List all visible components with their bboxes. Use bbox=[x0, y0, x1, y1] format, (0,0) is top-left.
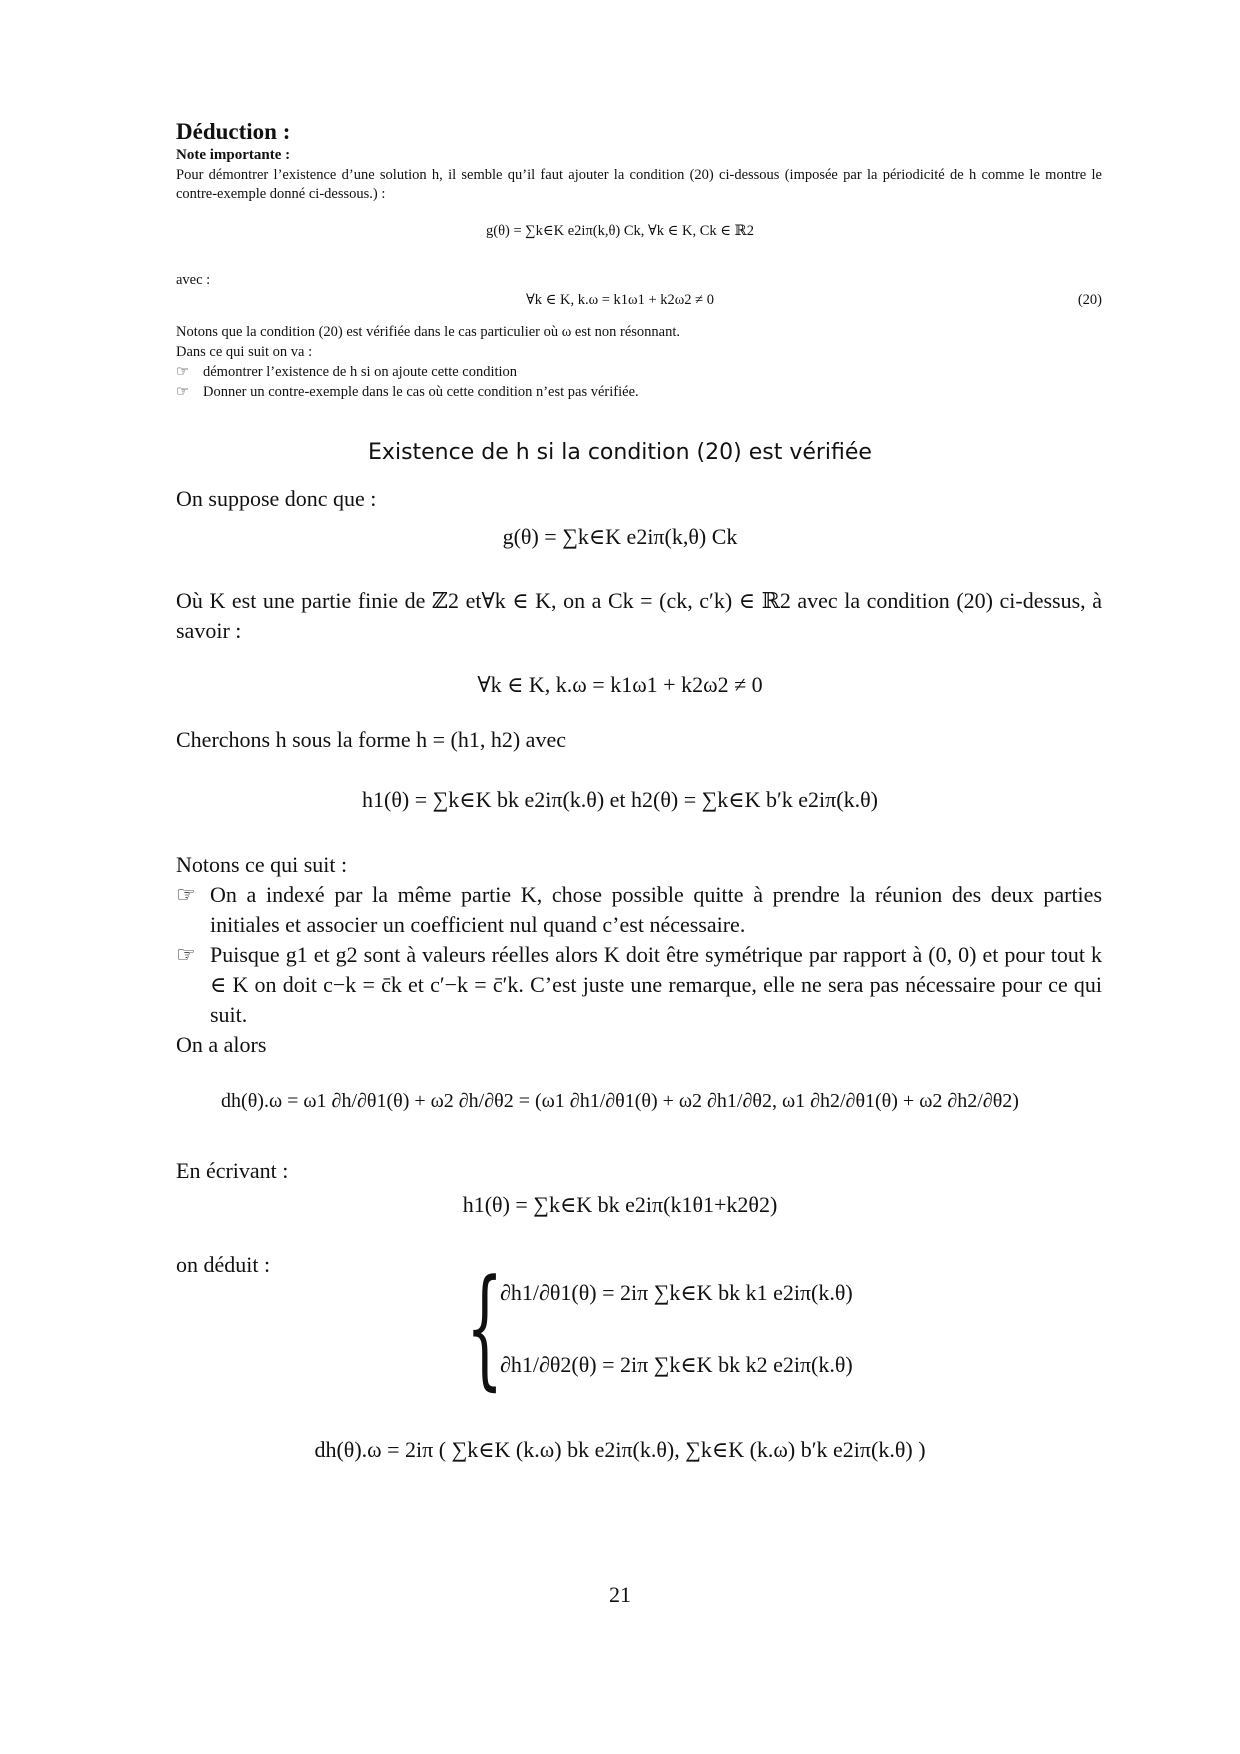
equation-condition-small-text: ∀k ∈ K, k.ω = k1ω1 + k2ω2 ≠ 0 bbox=[525, 292, 715, 308]
system-equation-row: ∂h1/∂θ1(θ) = 2iπ ∑k∈K bk k1 e2iπ(k.θ) bbox=[500, 1280, 853, 1305]
equation-g-large-text: g(θ) = ∑k∈K e2iπ(k,θ) Ck bbox=[502, 524, 738, 549]
where-paragraph: Où K est une partie finie de ℤ2 et∀k ∈ K, on a Ck = (ck, c′k) ∈ ℝ2 avec la condition (20) ci-dessus, à savoir : bbox=[176, 588, 1102, 643]
suppose-text: On suppose donc que : bbox=[176, 486, 377, 511]
remark-item-text: Puisque g1 et g2 sont à valeurs réelles alors K doit être symétrique par rapport à (0, 0) et pour tout k ∈ K on doit c−k = c̄k et c′−k = c̄′k. C’est juste une remarque, elle ne sera pas nécessaire pour ce qui suit. bbox=[210, 942, 1102, 1027]
notons-text: Notons ce qui suit : bbox=[176, 852, 348, 877]
equation-final bbox=[0, 1435, 1240, 1465]
equation-dh-text: dh(θ).ω = ω1 ∂h/∂θ1(θ) + ω2 ∂h/∂θ2 = (ω1 ∂h1/∂θ1(θ) + ω2 ∂h1/∂θ2, ω1 ∂h2/∂θ1(θ) + ω2 ∂h2/∂θ2) bbox=[221, 1090, 1019, 1112]
equation-h1-expanded-text: h1(θ) = ∑k∈K bk e2iπ(k1θ1+k2θ2) bbox=[462, 1192, 778, 1217]
pointing-hand-icon: ☞ bbox=[176, 364, 189, 380]
alors-text: On a alors bbox=[176, 1032, 267, 1057]
equation-g-small bbox=[0, 222, 1240, 241]
pointing-hand-icon: ☞ bbox=[176, 882, 196, 907]
equation-final-text: dh(θ).ω = 2iπ ( ∑k∈K (k.ω) bk e2iπ(k.θ), ∑k∈K (k.ω) b′k e2iπ(k.θ) ) bbox=[314, 1437, 926, 1462]
plan-item-text: Donner un contre-exemple dans le cas où cette condition n’est pas vérifiée. bbox=[203, 384, 639, 400]
system-equation-row: ∂h1/∂θ2(θ) = 2iπ ∑k∈K bk k2 e2iπ(k.θ) bbox=[500, 1352, 853, 1377]
equation-h1-expanded bbox=[0, 1190, 1240, 1220]
pointing-hand-icon: ☞ bbox=[176, 384, 189, 400]
remark-nonresonant: Notons que la condition (20) est vérifiée dans le cas particulier où ω est non résonnant. bbox=[176, 324, 681, 340]
left-brace-icon: { bbox=[466, 1251, 504, 1403]
equation-h1-h2-text: h1(θ) = ∑k∈K bk e2iπ(k.θ) et h2(θ) = ∑k∈K b′k e2iπ(k.θ) bbox=[362, 787, 878, 812]
note-label: Note importante : bbox=[176, 147, 291, 163]
remark-item-text: On a indexé par la même partie K, chose possible quitte à prendre la réunion des deux parties initiales et associer un coefficient nul quand c’est nécessaire. bbox=[210, 882, 1102, 937]
writing-text: En écrivant : bbox=[176, 1158, 289, 1183]
equation-h1-h2 bbox=[0, 785, 1240, 815]
equation-dh bbox=[0, 1090, 1240, 1113]
equation-condition-large-text: ∀k ∈ K, k.ω = k1ω1 + k2ω2 ≠ 0 bbox=[477, 672, 763, 697]
plan-item-text: démontrer l’existence de h si on ajoute cette condition bbox=[203, 364, 518, 380]
section-title: Existence de h si la condition (20) est vérifiée bbox=[368, 440, 872, 465]
note-paragraph: Pour démontrer l’existence d’une solution h, il semble qu’il faut ajouter la condition (20) ci-dessous (imposée par la périodicité de h comme le montre le contre-exemple donné ci-dessous.) : bbox=[176, 167, 1102, 202]
equation-number: (20) bbox=[1077, 292, 1102, 308]
remark-item bbox=[176, 940, 1102, 1030]
section-heading-deduction: Déduction : bbox=[176, 119, 291, 144]
plan-intro: Dans ce qui suit on va : bbox=[176, 344, 313, 360]
avec-label: avec : bbox=[176, 272, 211, 288]
equation-condition-large bbox=[0, 670, 1240, 700]
pointing-hand-icon: ☞ bbox=[176, 942, 196, 967]
plan-item bbox=[176, 383, 1102, 402]
equation-g-large bbox=[0, 522, 1240, 552]
deduce-text: on déduit : bbox=[176, 1252, 271, 1277]
plan-item bbox=[176, 363, 1102, 382]
page-number: 21 bbox=[609, 1582, 631, 1607]
search-text: Cherchons h sous la forme h = (h1, h2) avec bbox=[176, 727, 566, 752]
remark-item bbox=[176, 880, 1102, 940]
equation-g-small-text: g(θ) = ∑k∈K e2iπ(k,θ) Ck, ∀k ∈ K, Ck ∈ ℝ2 bbox=[486, 223, 754, 239]
equation-condition-small bbox=[0, 291, 1240, 310]
